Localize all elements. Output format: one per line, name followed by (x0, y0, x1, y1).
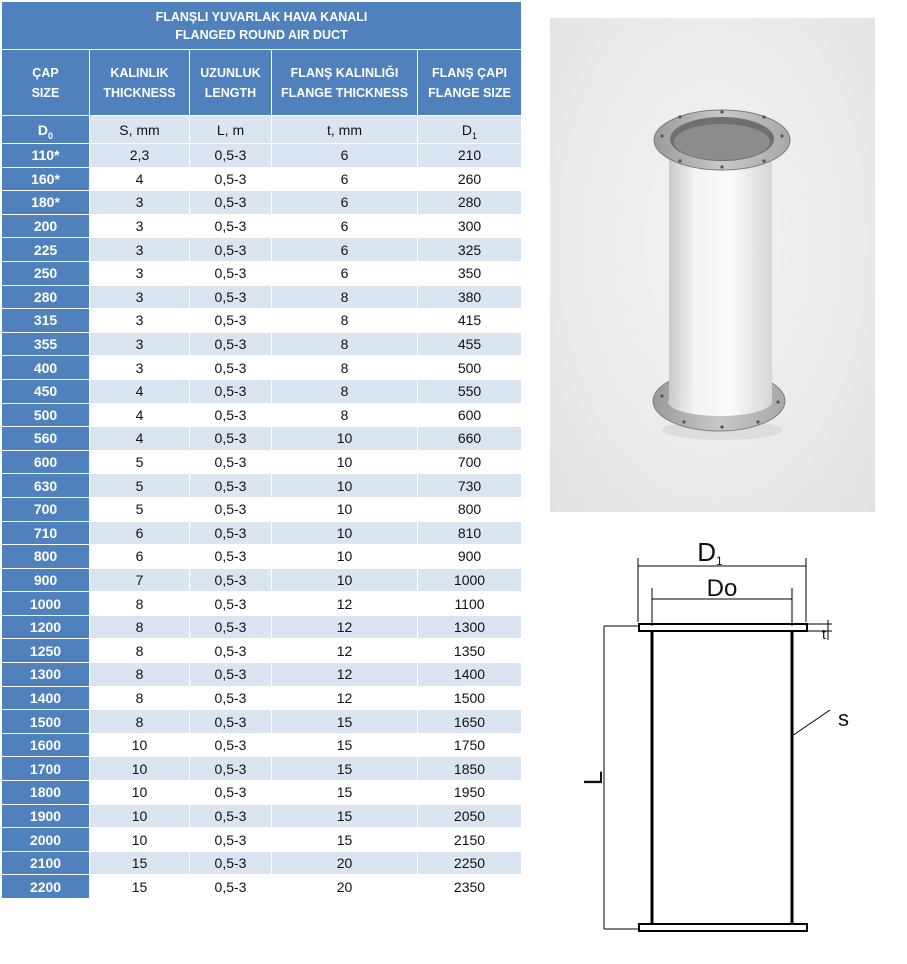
table-row (2, 851, 522, 875)
flange-size-cell: 600 (418, 403, 522, 427)
table-row (2, 144, 522, 168)
unit-thickness: S, mm (90, 116, 190, 144)
col-header-tr: ÇAP (32, 65, 59, 80)
col-header-en: LENGTH (204, 85, 257, 100)
thickness-cell: 8 (90, 615, 190, 639)
size-cell: 1800 (2, 781, 90, 805)
flange-thickness-cell: 10 (272, 450, 418, 474)
size-cell: 450 (2, 379, 90, 403)
flange-thickness-cell: 15 (272, 757, 418, 781)
flange-thickness-cell: 12 (272, 639, 418, 663)
length-cell: 0,5-3 (190, 497, 272, 521)
table-row (2, 356, 522, 380)
length-cell: 0,5-3 (190, 568, 272, 592)
length-cell: 0,5-3 (190, 545, 272, 569)
table-row (2, 309, 522, 333)
table-row (2, 568, 522, 592)
flange-thickness-cell: 15 (272, 710, 418, 734)
flange-size-cell: 260 (418, 167, 522, 191)
flange-thickness-cell: 12 (272, 592, 418, 616)
flange-thickness-cell: 6 (272, 214, 418, 238)
thickness-cell: 8 (90, 639, 190, 663)
flange-size-cell: 1000 (418, 568, 522, 592)
length-cell: 0,5-3 (190, 757, 272, 781)
size-cell: 355 (2, 332, 90, 356)
thickness-cell: 2,3 (90, 144, 190, 168)
flange-thickness-cell: 8 (272, 356, 418, 380)
col-header-flange-thickness (272, 50, 418, 116)
col-header-length (190, 50, 272, 116)
size-cell: 630 (2, 474, 90, 498)
length-cell: 0,5-3 (190, 379, 272, 403)
table-row (2, 663, 522, 687)
col-header-en: SIZE (31, 85, 60, 100)
table-row (2, 828, 522, 852)
flange-size-cell: 2350 (418, 875, 522, 899)
flange-size-cell: 1650 (418, 710, 522, 734)
size-cell: 200 (2, 214, 90, 238)
thickness-cell: 10 (90, 828, 190, 852)
length-cell: 0,5-3 (190, 875, 272, 899)
size-cell: 280 (2, 285, 90, 309)
thickness-cell: 5 (90, 450, 190, 474)
size-cell: 700 (2, 497, 90, 521)
unit-length: L, m (190, 116, 272, 144)
length-cell: 0,5-3 (190, 309, 272, 333)
flange-size-cell: 660 (418, 427, 522, 451)
col-header-flange-size (418, 50, 522, 116)
col-header-thickness (90, 50, 190, 116)
flange-thickness-cell: 10 (272, 427, 418, 451)
flange-thickness-cell: 15 (272, 828, 418, 852)
table-row (2, 521, 522, 545)
table-row (2, 639, 522, 663)
size-cell: 1250 (2, 639, 90, 663)
thickness-cell: 4 (90, 167, 190, 191)
thickness-cell: 6 (90, 545, 190, 569)
flange-size-cell: 300 (418, 214, 522, 238)
duct-technical-drawing (560, 530, 880, 950)
thickness-cell: 10 (90, 733, 190, 757)
flange-size-cell: 1850 (418, 757, 522, 781)
length-cell: 0,5-3 (190, 474, 272, 498)
flange-thickness-cell: 8 (272, 379, 418, 403)
table-row (2, 710, 522, 734)
thickness-cell: 8 (90, 592, 190, 616)
flange-size-cell: 1500 (418, 686, 522, 710)
spec-table (1, 1, 522, 899)
length-cell: 0,5-3 (190, 332, 272, 356)
length-cell: 0,5-3 (190, 733, 272, 757)
col-header-tr: UZUNLUK (200, 65, 261, 80)
size-cell: 2200 (2, 875, 90, 899)
thickness-cell: 15 (90, 875, 190, 899)
table-row (2, 261, 522, 285)
flange-thickness-cell: 10 (272, 545, 418, 569)
flange-thickness-cell: 20 (272, 851, 418, 875)
flange-size-cell: 2050 (418, 804, 522, 828)
flange-size-cell: 380 (418, 285, 522, 309)
flange-size-cell: 1400 (418, 663, 522, 687)
t-label: t (822, 626, 826, 642)
flange-size-cell: 900 (418, 545, 522, 569)
flange-thickness-cell: 15 (272, 733, 418, 757)
length-cell: 0,5-3 (190, 238, 272, 262)
col-header-en: THICKNESS (103, 85, 176, 100)
thickness-cell: 8 (90, 710, 190, 734)
size-cell: 600 (2, 450, 90, 474)
table-row (2, 781, 522, 805)
flange-size-cell: 700 (418, 450, 522, 474)
table-row (2, 592, 522, 616)
product-photo (550, 18, 875, 512)
col-header-size (2, 50, 90, 116)
length-cell: 0,5-3 (190, 686, 272, 710)
thickness-cell: 3 (90, 356, 190, 380)
flange-thickness-cell: 6 (272, 144, 418, 168)
flange-size-cell: 415 (418, 309, 522, 333)
flange-size-cell: 350 (418, 261, 522, 285)
flange-size-cell: 550 (418, 379, 522, 403)
s-label: s (838, 706, 849, 731)
size-cell: 1300 (2, 663, 90, 687)
thickness-cell: 3 (90, 332, 190, 356)
col-header-en: FLANGE SIZE (428, 85, 511, 100)
table-row (2, 285, 522, 309)
col-header-tr: KALINLIK (110, 65, 169, 80)
length-cell: 0,5-3 (190, 191, 272, 215)
length-cell: 0,5-3 (190, 592, 272, 616)
flange-thickness-cell: 10 (272, 497, 418, 521)
flange-size-cell: 730 (418, 474, 522, 498)
table-row (2, 474, 522, 498)
length-cell: 0,5-3 (190, 781, 272, 805)
table-row (2, 804, 522, 828)
thickness-cell: 3 (90, 191, 190, 215)
size-cell: 315 (2, 309, 90, 333)
size-cell: 110* (2, 144, 90, 168)
size-cell: 1200 (2, 615, 90, 639)
size-cell: 1600 (2, 733, 90, 757)
flange-size-cell: 1100 (418, 592, 522, 616)
thickness-cell: 3 (90, 238, 190, 262)
length-cell: 0,5-3 (190, 261, 272, 285)
flange-size-cell: 500 (418, 356, 522, 380)
flange-size-cell: 210 (418, 144, 522, 168)
length-cell: 0,5-3 (190, 615, 272, 639)
table-body (2, 144, 522, 899)
length-cell: 0,5-3 (190, 167, 272, 191)
table-title (2, 2, 522, 50)
thickness-cell: 5 (90, 474, 190, 498)
length-cell: 0,5-3 (190, 663, 272, 687)
flange-thickness-cell: 15 (272, 804, 418, 828)
flange-thickness-cell: 6 (272, 238, 418, 262)
size-cell: 250 (2, 261, 90, 285)
table-row (2, 497, 522, 521)
col-header-tr: FLANŞ KALINLIĞI (290, 65, 399, 80)
thickness-cell: 6 (90, 521, 190, 545)
size-cell: 1700 (2, 757, 90, 781)
table-row (2, 238, 522, 262)
size-cell: 1400 (2, 686, 90, 710)
col-header-en: FLANGE THICKNESS (280, 85, 409, 100)
d1-label: D1 (697, 537, 723, 568)
thickness-cell: 10 (90, 804, 190, 828)
flange-thickness-cell: 6 (272, 261, 418, 285)
table-row (2, 332, 522, 356)
flange-thickness-cell: 10 (272, 521, 418, 545)
size-cell: 400 (2, 356, 90, 380)
length-cell: 0,5-3 (190, 804, 272, 828)
thickness-cell: 4 (90, 427, 190, 451)
size-cell: 500 (2, 403, 90, 427)
table-row (2, 875, 522, 899)
size-cell: 1900 (2, 804, 90, 828)
flange-thickness-cell: 12 (272, 686, 418, 710)
table-row (2, 545, 522, 569)
size-cell: 710 (2, 521, 90, 545)
size-cell: 900 (2, 568, 90, 592)
thickness-cell: 4 (90, 403, 190, 427)
length-cell: 0,5-3 (190, 828, 272, 852)
flange-thickness-cell: 10 (272, 568, 418, 592)
table-title-en: FLANGED ROUND AIR DUCT (175, 27, 348, 42)
thickness-cell: 5 (90, 497, 190, 521)
flange-size-cell: 1950 (418, 781, 522, 805)
flange-size-cell: 1750 (418, 733, 522, 757)
flange-thickness-cell: 12 (272, 663, 418, 687)
size-cell: 560 (2, 427, 90, 451)
col-header-tr: FLANŞ ÇAPI (432, 65, 507, 80)
length-cell: 0,5-3 (190, 427, 272, 451)
table-row (2, 403, 522, 427)
table-row (2, 427, 522, 451)
size-cell: 1000 (2, 592, 90, 616)
thickness-cell: 3 (90, 309, 190, 333)
length-cell: 0,5-3 (190, 285, 272, 309)
thickness-cell: 8 (90, 663, 190, 687)
size-cell: 180* (2, 191, 90, 215)
table-row (2, 615, 522, 639)
length-cell: 0,5-3 (190, 521, 272, 545)
table-row (2, 757, 522, 781)
table-row (2, 450, 522, 474)
length-cell: 0,5-3 (190, 851, 272, 875)
size-cell: 1500 (2, 710, 90, 734)
thickness-cell: 10 (90, 781, 190, 805)
flange-thickness-cell: 8 (272, 309, 418, 333)
length-cell: 0,5-3 (190, 639, 272, 663)
flange-size-cell: 2150 (418, 828, 522, 852)
flange-thickness-cell: 6 (272, 167, 418, 191)
table-title-tr: FLANŞLI YUVARLAK HAVA KANALI (155, 9, 368, 24)
thickness-cell: 3 (90, 214, 190, 238)
flange-thickness-cell: 8 (272, 332, 418, 356)
flange-thickness-cell: 20 (272, 875, 418, 899)
size-cell: 2100 (2, 851, 90, 875)
unit-row (2, 116, 522, 144)
flange-size-cell: 325 (418, 238, 522, 262)
unit-flange-thickness: t, mm (272, 116, 418, 144)
l-label: L (578, 770, 608, 786)
thickness-cell: 15 (90, 851, 190, 875)
thickness-cell: 3 (90, 285, 190, 309)
size-cell: 2000 (2, 828, 90, 852)
thickness-cell: 4 (90, 379, 190, 403)
unit-size: $D_0$ (2, 116, 90, 144)
do-label: Do (706, 575, 738, 602)
flange-thickness-cell: 8 (272, 285, 418, 309)
thickness-cell: 3 (90, 261, 190, 285)
length-cell: 0,5-3 (190, 450, 272, 474)
flange-size-cell: 800 (418, 497, 522, 521)
flange-thickness-cell: 8 (272, 403, 418, 427)
flange-thickness-cell: 15 (272, 781, 418, 805)
length-cell: 0,5-3 (190, 710, 272, 734)
size-cell: 160* (2, 167, 90, 191)
length-cell: 0,5-3 (190, 403, 272, 427)
table-row (2, 191, 522, 215)
table-row (2, 733, 522, 757)
table-row (2, 167, 522, 191)
length-cell: 0,5-3 (190, 356, 272, 380)
table-row (2, 686, 522, 710)
unit-flange-size: $D_1$ (418, 116, 522, 144)
table-row (2, 214, 522, 238)
flange-size-cell: 280 (418, 191, 522, 215)
thickness-cell: 8 (90, 686, 190, 710)
flange-thickness-cell: 6 (272, 191, 418, 215)
flange-thickness-cell: 10 (272, 474, 418, 498)
header-row (2, 50, 522, 116)
flange-size-cell: 2250 (418, 851, 522, 875)
duct-3d-render (550, 18, 875, 512)
thickness-cell: 7 (90, 568, 190, 592)
length-cell: 0,5-3 (190, 214, 272, 238)
size-cell: 225 (2, 238, 90, 262)
size-cell: 800 (2, 545, 90, 569)
table-row (2, 379, 522, 403)
flange-size-cell: 810 (418, 521, 522, 545)
flange-size-cell: 1350 (418, 639, 522, 663)
flange-thickness-cell: 12 (272, 615, 418, 639)
length-cell: 0,5-3 (190, 144, 272, 168)
flange-size-cell: 455 (418, 332, 522, 356)
flange-size-cell: 1300 (418, 615, 522, 639)
thickness-cell: 10 (90, 757, 190, 781)
